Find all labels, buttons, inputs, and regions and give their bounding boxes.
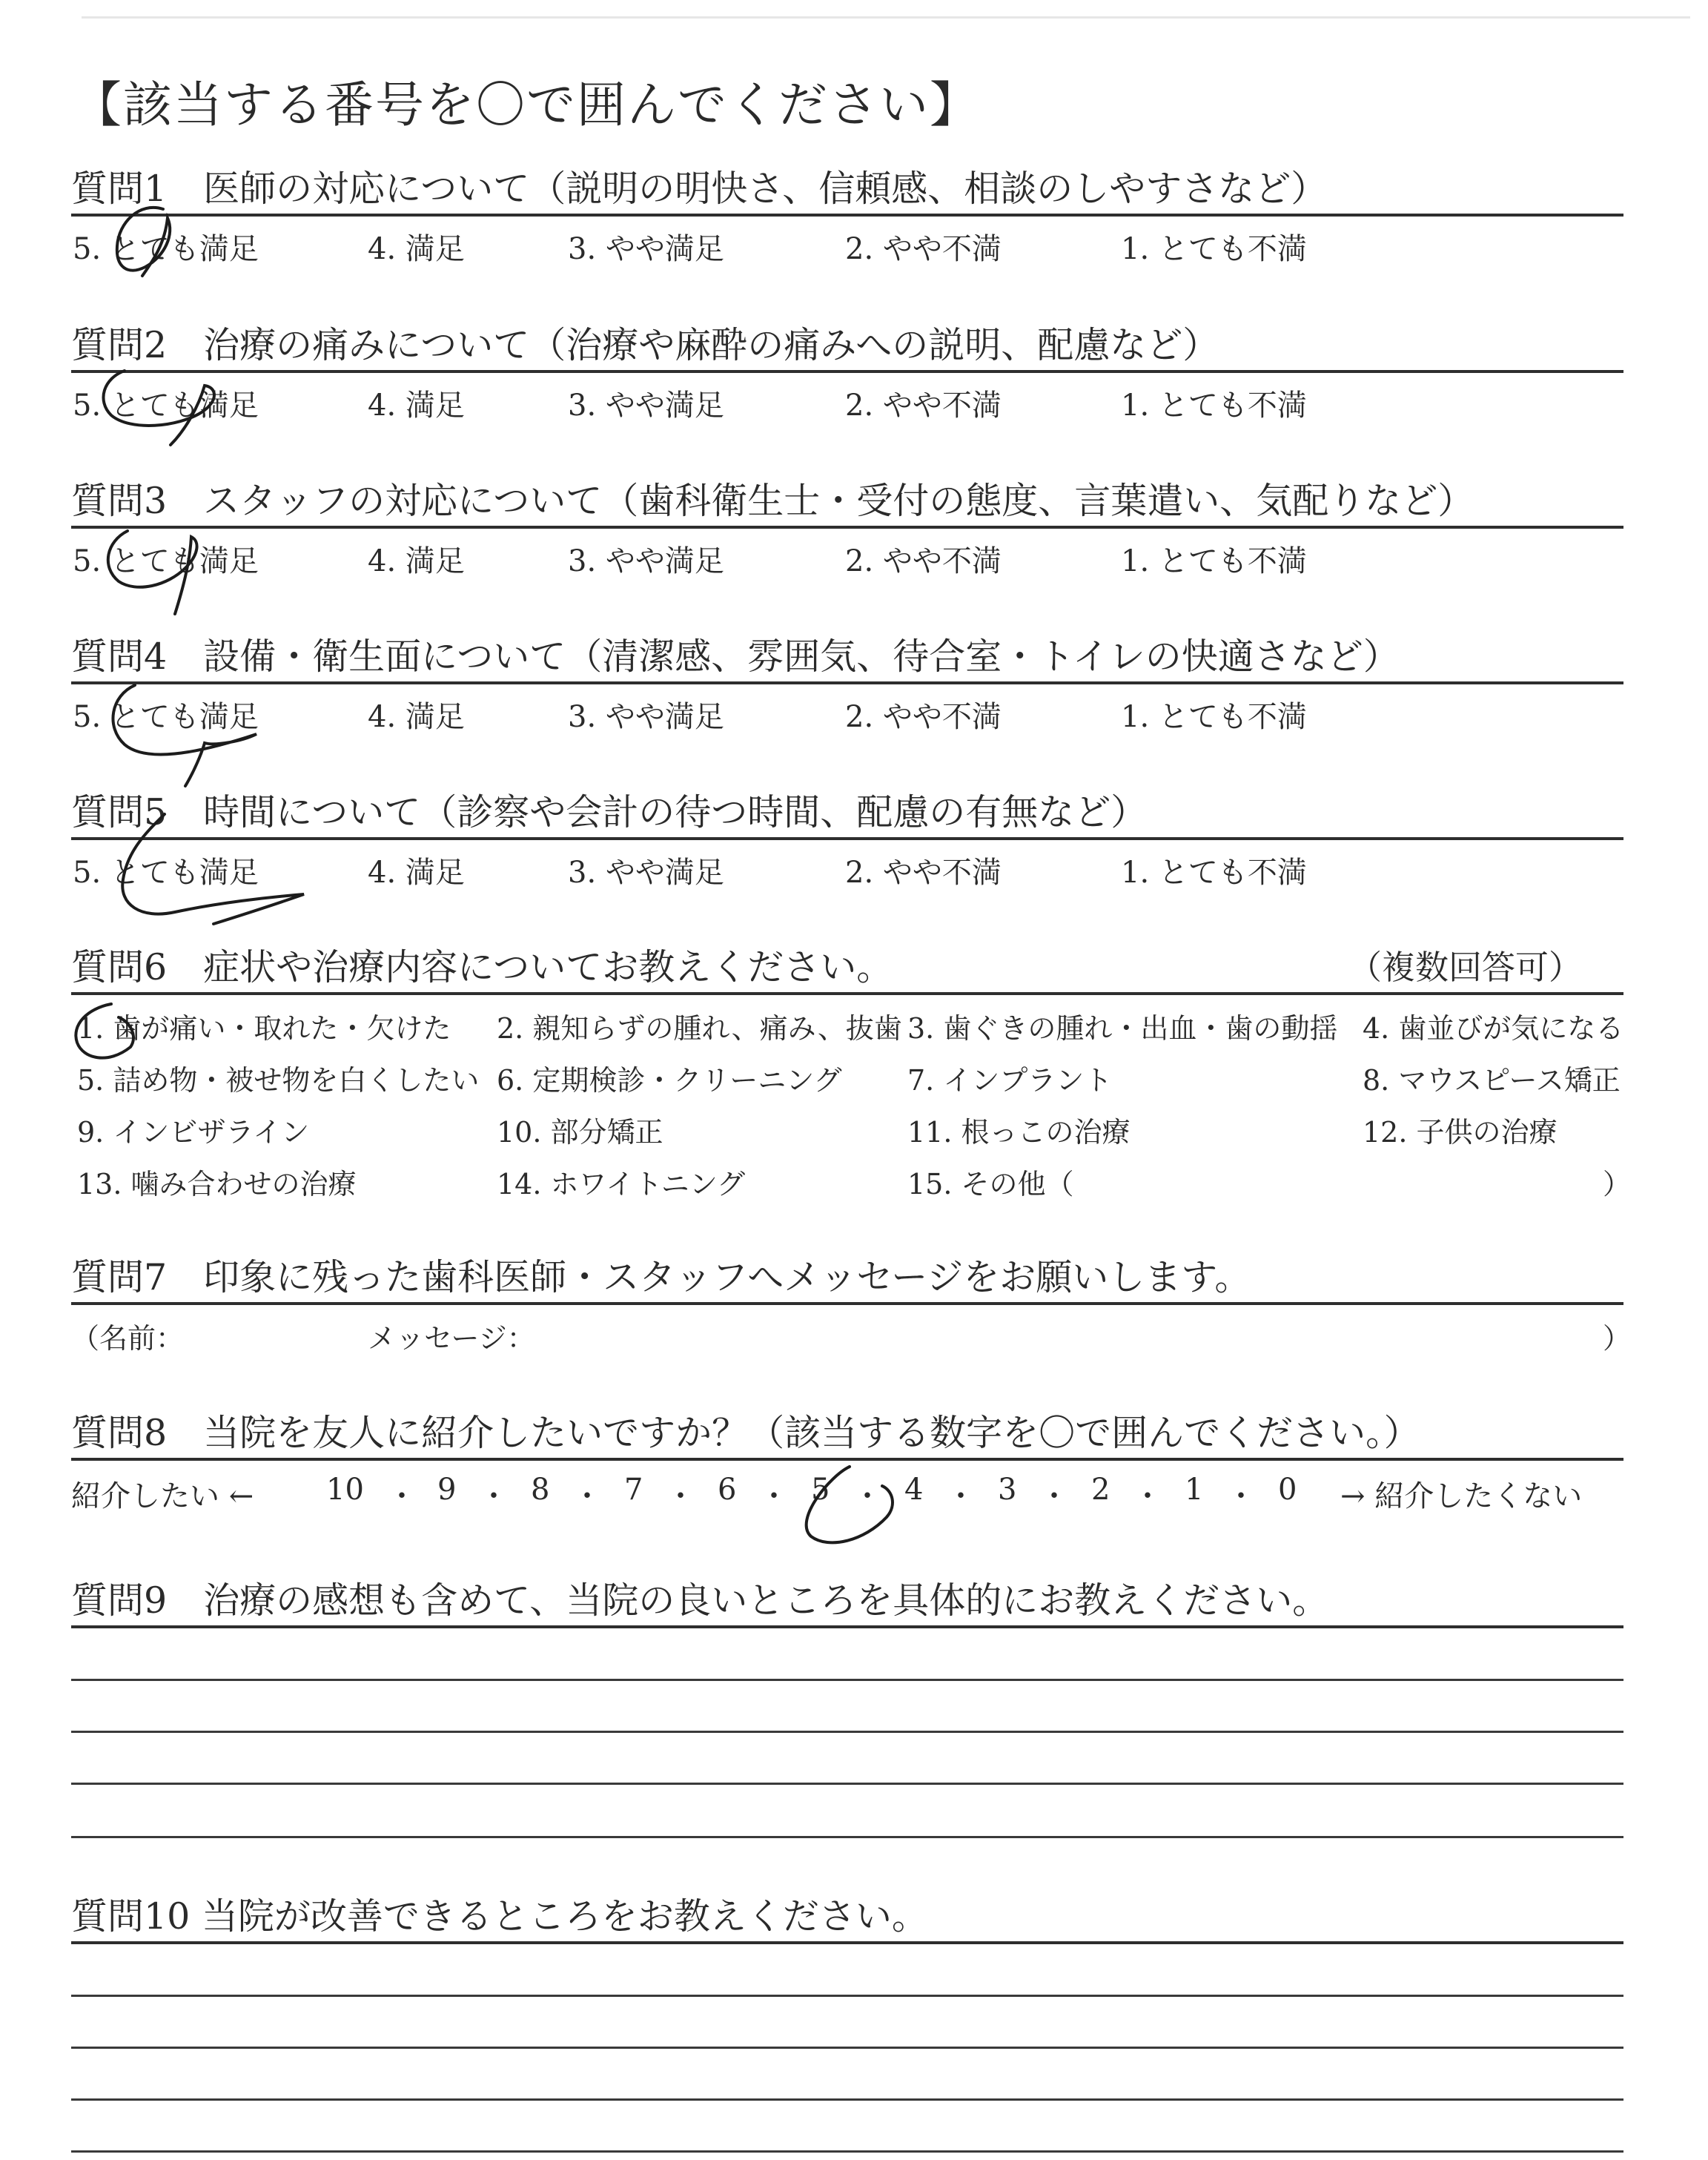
option-5[interactable]: 5. とても満足	[73, 544, 259, 578]
rating-options	[71, 845, 1623, 889]
option-2[interactable]: 2. やや不満	[845, 389, 1002, 423]
scale-sep: ・	[1226, 1479, 1256, 1513]
option-1[interactable]: 1. とても不満	[1121, 700, 1307, 734]
question-title: 質問3 スタッフの対応について（歯科衛生士・受付の態度、言葉遣い、気配りなど）	[71, 480, 1474, 522]
symptom-option-7[interactable]: 7. インプラント	[907, 1064, 1113, 1097]
scale-right-label: → 紹介したくない	[1340, 1479, 1583, 1513]
option-5[interactable]: 5. とても満足	[73, 232, 259, 266]
option-1[interactable]: 1. とても不満	[1121, 389, 1307, 423]
symptom-option-13[interactable]: 13. 噛み合わせの治療	[77, 1168, 357, 1200]
answer-line[interactable]	[71, 2150, 1623, 2153]
answer-line[interactable]	[71, 2098, 1623, 2101]
scale-sep: ・	[1133, 1479, 1162, 1513]
answer-line[interactable]	[71, 1731, 1623, 1733]
scale-sep: ・	[572, 1479, 602, 1513]
question-title: 質問6 症状や治療内容についてお教えください。	[71, 946, 893, 988]
question-title: 質問10 当院が改善できるところをお教えください。	[71, 1895, 928, 1938]
symptom-option-10[interactable]: 10. 部分矯正	[497, 1116, 663, 1149]
question-title: 質問8 当院を友人に紹介したいですか？（該当する数字を〇で囲んでください。）	[71, 1412, 1420, 1454]
symptom-options	[71, 1005, 1632, 1213]
option-3[interactable]: 3. やや満足	[568, 389, 724, 423]
option-4[interactable]: 4. 満足	[368, 389, 465, 423]
divider	[71, 214, 1623, 217]
option-1[interactable]: 1. とても不満	[1121, 544, 1307, 578]
rating-options	[71, 533, 1623, 578]
question-title: 質問2 治療の痛みについて（治療や麻酔の痛みへの説明、配慮など）	[71, 324, 1219, 366]
scale-4[interactable]: 4	[904, 1473, 924, 1507]
message-label[interactable]: メッセージ：	[368, 1322, 535, 1355]
option-2[interactable]: 2. やや不満	[845, 544, 1002, 578]
question-8	[71, 1410, 1623, 1513]
scale-3[interactable]: 3	[998, 1473, 1017, 1507]
question-7	[71, 1255, 1632, 1355]
question-3	[71, 478, 1623, 578]
question-title: 質問4 設備・衛生面について（清潔感、雰囲気、待合室・トイレの快適さなど）	[71, 635, 1400, 678]
answer-line[interactable]	[71, 1995, 1623, 1997]
message-close-paren: ）	[1603, 1322, 1632, 1355]
message-row	[71, 1311, 1632, 1355]
scale-8[interactable]: 8	[531, 1473, 550, 1507]
scale-sep: ・	[479, 1479, 509, 1513]
divider	[71, 370, 1623, 373]
top-border	[82, 16, 1690, 19]
scale-5[interactable]: 5	[811, 1473, 830, 1507]
question-10	[71, 1894, 1623, 1944]
scale-left-label: 紹介したい ←	[71, 1479, 254, 1513]
option-3[interactable]: 3. やや満足	[568, 232, 724, 266]
form-header: 【該当する番号を〇で囲んでください】	[73, 76, 980, 133]
option-3[interactable]: 3. やや満足	[568, 544, 724, 578]
question-title: 質問9 治療の感想も含めて、当院の良いところを具体的にお教えください。	[71, 1579, 1329, 1622]
answer-line[interactable]	[71, 2047, 1623, 2049]
symptom-option-4[interactable]: 4. 歯並びが気になる	[1363, 1012, 1624, 1045]
scale-sep: ・	[1039, 1479, 1069, 1513]
symptom-option-5[interactable]: 5. 詰め物・被せ物を白くしたい	[77, 1064, 480, 1097]
option-5[interactable]: 5. とても満足	[73, 389, 259, 423]
option-5[interactable]: 5. とても満足	[73, 856, 259, 890]
other-close-paren: ）	[1603, 1168, 1632, 1200]
option-4[interactable]: 4. 満足	[368, 700, 465, 734]
divider	[71, 1941, 1623, 1944]
option-1[interactable]: 1. とても不満	[1121, 856, 1307, 890]
divider	[71, 1302, 1623, 1305]
divider	[71, 681, 1623, 684]
symptom-option-3[interactable]: 3. 歯ぐきの腫れ・出血・歯の動揺	[907, 1012, 1338, 1045]
divider	[71, 1458, 1623, 1461]
question-9	[71, 1578, 1623, 1628]
scale-sep: ・	[853, 1479, 882, 1513]
scale-0[interactable]: 0	[1278, 1473, 1297, 1507]
symptom-option-9[interactable]: 9. インビザライン	[77, 1116, 310, 1149]
option-2[interactable]: 2. やや不満	[845, 700, 1002, 734]
scale-sep: ・	[666, 1479, 695, 1513]
divider	[71, 992, 1623, 995]
question-title: 質問7 印象に残った歯科医師・スタッフへメッセージをお願いします。	[71, 1256, 1251, 1298]
question-title: 質問5 時間について（診察や会計の待つ時間、配慮の有無など）	[71, 791, 1148, 833]
option-5[interactable]: 5. とても満足	[73, 700, 259, 734]
symptom-option-2[interactable]: 2. 親知らずの腫れ、痛み、抜歯	[497, 1012, 902, 1045]
scale-9[interactable]: 9	[437, 1473, 457, 1507]
rating-options	[71, 689, 1623, 733]
recommend-scale	[71, 1468, 1623, 1513]
symptom-option-11[interactable]: 11. 根っこの治療	[907, 1116, 1131, 1149]
option-3[interactable]: 3. やや満足	[568, 700, 724, 734]
name-label: （名前：	[71, 1322, 185, 1355]
scale-10[interactable]: 10	[326, 1473, 364, 1507]
answer-line[interactable]	[71, 1836, 1623, 1838]
divider	[71, 526, 1623, 529]
scale-1[interactable]: 1	[1185, 1473, 1204, 1507]
answer-line[interactable]	[71, 1783, 1623, 1785]
scale-sep: ・	[387, 1479, 417, 1513]
question-4	[71, 634, 1623, 733]
symptom-option-14[interactable]: 14. ホワイトニング	[497, 1168, 746, 1200]
question-2	[71, 323, 1623, 422]
multiple-answers-note: （複数回答可）	[1348, 948, 1582, 987]
question-title: 質問1 医師の対応について（説明の明快さ、信頼感、相談のしやすさなど）	[71, 168, 1328, 210]
scale-sep: ・	[946, 1479, 976, 1513]
option-1[interactable]: 1. とても不満	[1121, 232, 1307, 266]
option-2[interactable]: 2. やや不満	[845, 232, 1002, 266]
scale-2[interactable]: 2	[1091, 1473, 1110, 1507]
scale-sep: ・	[759, 1479, 789, 1513]
symptom-option-1[interactable]: 1. 歯が痛い・取れた・欠けた	[77, 1012, 451, 1045]
divider	[71, 1625, 1623, 1628]
symptom-option-15[interactable]: 15. その他（	[907, 1168, 1074, 1200]
divider	[71, 837, 1623, 840]
symptom-option-12[interactable]: 12. 子供の治療	[1363, 1116, 1558, 1149]
question-1	[71, 166, 1623, 265]
question-5	[71, 790, 1623, 889]
option-4[interactable]: 4. 満足	[368, 232, 465, 266]
question-6	[71, 945, 1632, 1213]
option-4[interactable]: 4. 満足	[368, 856, 465, 890]
answer-line[interactable]	[71, 1679, 1623, 1681]
rating-options	[71, 221, 1623, 265]
scale-6[interactable]: 6	[718, 1473, 737, 1507]
rating-options	[71, 377, 1623, 422]
option-2[interactable]: 2. やや不満	[845, 856, 1002, 890]
symptom-option-8[interactable]: 8. マウスピース矯正	[1363, 1064, 1621, 1097]
symptom-option-6[interactable]: 6. 定期検診・クリーニング	[497, 1064, 842, 1097]
option-3[interactable]: 3. やや満足	[568, 856, 724, 890]
scale-7[interactable]: 7	[624, 1473, 643, 1507]
option-4[interactable]: 4. 満足	[368, 544, 465, 578]
